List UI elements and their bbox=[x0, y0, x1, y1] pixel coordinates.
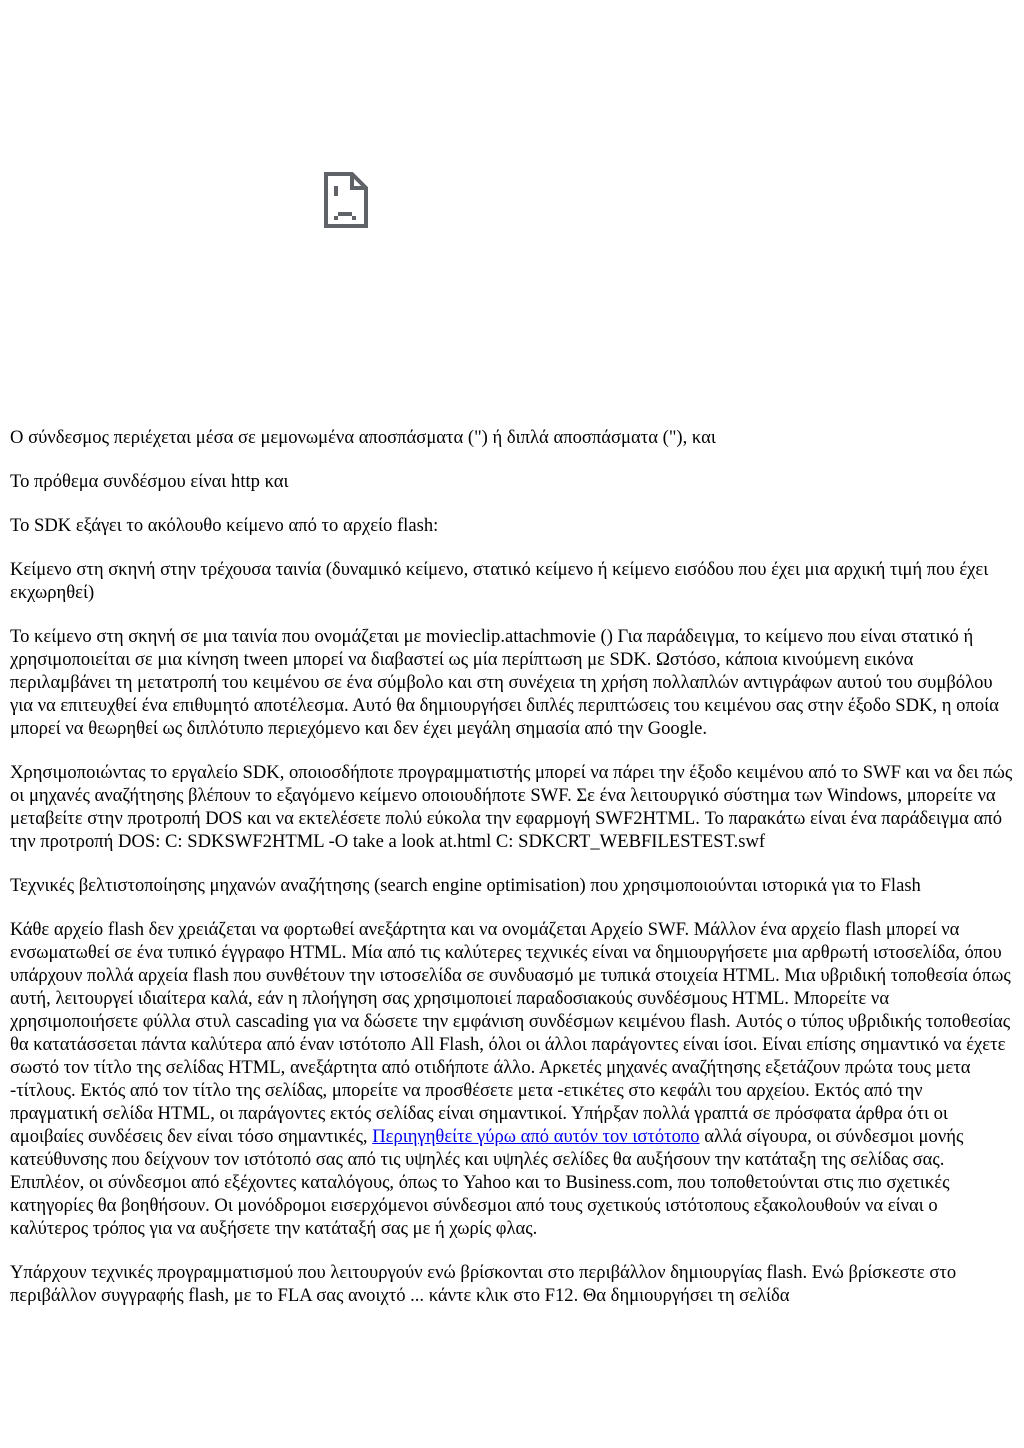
article-body bbox=[0, 426, 1024, 1307]
paragraph-seo-heading: Τεχνικές βελτιστοποίησης μηχανών αναζήτησης (search engine optimisation) που χρησιμοποιούνται ιστορικά για το Flash bbox=[10, 875, 921, 896]
paragraph-link-prefix: Το πρόθεμα συνδέσμου είναι http και bbox=[10, 471, 289, 492]
paragraph-text-after-link: αλλά σίγουρα, οι σύνδεσμοι μονής κατεύθυνσης που δείχνουν τον ιστότοπό σας από τις υψηλές και υψηλές σελίδες θα αυξήσουν την κατάταξη της σελίδας σας. Επιπλέον, οι σύνδεσμοι από εξέχοντες καταλόγους, όπως το Yahoo και το Business.com, που τοποθετούνται στις πιο σχετικές κατηγορίες θα βοηθήσουν. Οι μονόδρομοι εισερχόμενοι σύνδεσμοι από τους σχετικούς ιστότοπους εξακολουθούν να είναι ο καλύτερος τρόπος για να αυξήσετε την κατάταξή σας με ή χωρίς φλας. bbox=[10, 1126, 964, 1239]
paragraph-link-quotes: Ο σύνδεσμος περιέχεται μέσα σε μεμονωμένα αποσπάσματα (") ή διπλά αποσπάσματα ("), και bbox=[10, 427, 716, 448]
plugin-embed-area bbox=[0, 0, 1024, 412]
paragraph-stage-text: Κείμενο στη σκηνή στην τρέχουσα ταινία (δυναμικό κείμενο, στατικό κείμενο ή κείμενο εισόδου που έχει μια αρχική τιμή που έχει εκχωρηθεί) bbox=[10, 559, 989, 603]
paragraph-attachmovie: Το κείμενο στη σκηνή σε μια ταινία που ονομάζεται με movieclip.attachmovie () Για παράδειγμα, το κείμενο που είναι στατικό ή χρησιμοποιείται σε μια κίνηση tween μπορεί να διαβαστεί ως μία περίπτωση με SDK. Ωστόσο, κάποια κινούμενη εικόνα περιλαμβάνει τη μετατροπή του κειμένου σε ένα σύμβολο και στη συνέχεια τη χρήση πολλαπλών αντιγράφων αυτού του συμβόλου για να επιτευχθεί ένα επιθυμητό αποτέλεσμα. Αυτό θα δημιουργήσει διπλές περιπτώσεις του κειμένου σας στην έξοδο SDK, η οποία μπορεί να θεωρηθεί ως διπλότυπο περιεχόμενο και δεν έχει μεγάλη σημασία από την Google. bbox=[10, 626, 999, 739]
browse-site-link[interactable]: Περιηγηθείτε γύρω από αυτόν τον ιστότοπο bbox=[372, 1126, 700, 1147]
paragraph-programming-techniques: Υπάρχουν τεχνικές προγραμματισμού που λειτουργούν ενώ βρίσκονται στο περιβάλλον δημιουργίας flash. Ενώ βρίσκεστε στο περιβάλλον συγγραφής flash, με το FLA σας ανοιχτό ... κάντε κλικ στο F12. Θα δημιουργήσει τη σελίδα bbox=[10, 1262, 957, 1306]
paragraph-sdk-tool: Χρησιμοποιώντας το εργαλείο SDK, οποιοσδήποτε προγραμματιστής μπορεί να πάρει την έξοδο κειμένου από το SWF και να δει πώς οι μηχανές αναζήτησης βλέπουν το εξαγόμενο κείμενο οποιουδήποτε SWF. Σε ένα λειτουργικό σύστημα των Windows, μπορείτε να μεταβείτε στην προτροπή DOS και να εκτελέσετε πολύ εύκολα την εφαρμογή SWF2HTML. Το παρακάτω είναι ένα παράδειγμα από την προτροπή DOS: C: SDKSWF2HTML -O take a look at.html C: SDKCRT_WEBFILESTEST.swf bbox=[10, 762, 1013, 852]
broken-plugin-icon bbox=[324, 172, 368, 228]
paragraph-text-before-link: Κάθε αρχείο flash δεν χρειάζεται να φορτωθεί ανεξάρτητα και να ονομάζεται Αρχείο SWF. Μάλλον ένα αρχείο flash μπορεί να ενσωματωθεί σε ένα τυπικό έγγραφο HTML. Μία από τις καλύτερες τεχνικές είναι να δημιουργήσετε μια αρθρωτή ιστοσελίδα, όπου υπάρχουν πολλά αρχεία flash που συνθέτουν την ιστοσελίδα σε συνδυασμό με τυπικά στοιχεία HTML. Μια υβριδική τοποθεσία όπως αυτή, λειτουργεί ιδιαίτερα καλά, εάν η πλοήγηση σας χρησιμοποιεί παραδοσιακούς συνδέσμους HTML. Μπορείτε να χρησιμοποιήσετε φύλλα στυλ cascading για να δώσετε την εμφάνιση συνδέσμων κειμένου flash. Αυτός ο τύπος υβριδικής τοποθεσίας θα κατατάσσεται πάντα καλύτερα από έναν ιστότοπο All Flash, όλοι οι άλλοι παράγοντες είναι ίσοι. Είναι επίσης σημαντικό να έχετε σωστό τον τίτλο της σελίδας HTML, ανεξάρτητα από οτιδήποτε άλλο. Αρκετές μηχανές αναζήτησης εξετάζουν πρώτα τους μετα -τίτλους. Εκτός από τον τίτλο της σελίδας, μπορείτε να προσθέσετε μετα -ετικέτες στο κεφάλι του αρχείου. Εκτός από την πραγματική σελίδα HTML, οι παράγοντες εκτός σελίδας είναι σημαντικοί. Υπήρξαν πολλά γραπτά σε πρόσφατα άρθρα ότι οι αμοιβαίες συνδέσεις δεν είναι τόσο σημαντικές, bbox=[10, 919, 1011, 1147]
paragraph-hybrid-site bbox=[10, 918, 1014, 1240]
paragraph-sdk-extracts: Το SDK εξάγει το ακόλουθο κείμενο από το αρχείο flash: bbox=[10, 515, 439, 536]
